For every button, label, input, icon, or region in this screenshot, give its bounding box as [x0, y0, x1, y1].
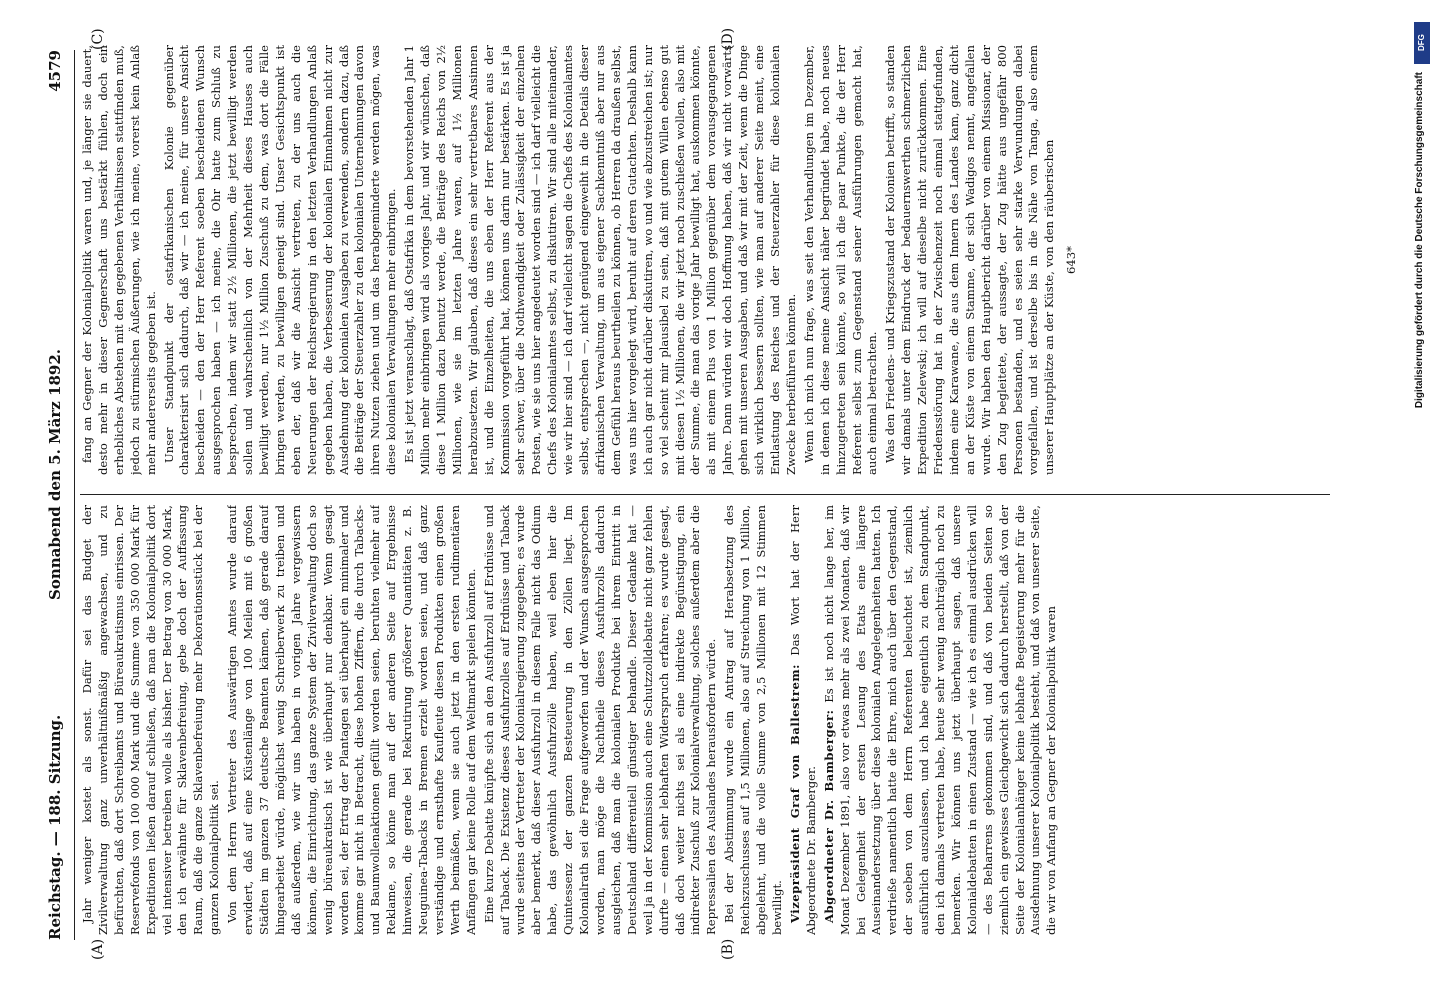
footnote: 643* [1064, 246, 1079, 274]
page-header [40, 50, 70, 940]
marker-d: (D) [720, 27, 736, 50]
paragraph: Jahr weniger kostet als sonst. Dafür sei das Budget der Zivilverwaltung ganz unverhältnißmäßig angewachsen, und zu befürchten, daß dort Schreibamts und Büreaukratismus einrissen. Der Reservefonds von 100 000 Mark und die Summe von 350 000 Mark für Expeditionen ließen darauf schließen, daß man die Kolonialpolitik dort viel intensiver betreiben wolle als bisher. Der Betrag von 30 000 Mark, den ich erwähnte für Sklavenbefreiung, gebe doch der Auffassung Raum, daß die ganze Sklavenbefreiung mehr Dekorationsstück bei der ganzen Kolonialpolitik sei. [80, 505, 222, 935]
president-label: Vizepräsident Graf von Ballestrem: [787, 664, 802, 923]
paragraph: Eine kurze Debatte knüpfte sich an den Ausfuhrzoll auf Erdnüsse und auf Taback. Die Existenz dieses Ausfuhrzolles auf Erdnüsse und Taback wurde seitens der Vertreter der Kolonialregierung zugegeben; es wurde aber bemerkt, daß dieser Ausfuhrzoll in diesem Falle nicht das Odium habe, das gewöhnlich Ausfuhrzölle haben, weil eben hier die Quintessenz der ganzen Besteuerung in den Zöllen liegt. Im Kolonialrath sei die Frage aufgeworfen und der Wunsch ausgesprochen worden, man möge die Nachtheile dieses Ausfuhrzolls dadurch ausgleichen, daß man die kolonialen Produkte bei ihrem Eintritt in Deutschland differentiell günstiger behandle. Dieser Gedanke hat — weil ja in der Kommission auch eine Schutzzolldebatte nicht ganz fehlen durfte — einen sehr lebhaften Widerspruch erfahren; es wurde gesagt, daß doch weiter nichts sei als eine indirekte Begünstigung, ein indirekter Zuschuß zur Kolonialverwaltung, solches außerdem aber die Repressalien des Auslandes herausfordern würde. [481, 505, 719, 935]
header-date: Sonnabend den 5. März 1892. [46, 349, 64, 600]
paragraph: Was den Friedens- und Kriegszustand der Kolonien betrifft, so standen wir damals unter dem Eindruck der bedauernswerthen schmerzlichen Expedition Zelewski; ich will auf dieselbe nicht zurückkommen. Eine Friedensstörung hat in der Zwischenzeit noch einmal stattgefunden, indem eine Karawane, die aus dem Innern des Landes kam, ganz dicht an der Küste von einem Stamme, der sich Wadigos nennt, angefallen wurde. Wir haben den Hauptbericht darüber von einem Missionar, der den Zug begleitete, der aussagte, der Zug hätte aus ungefähr 800 Personen bestanden, und es seien sehr starke Verwundungen dabei vorgefallen, und ist derselbe bis in die Nähe von Tanga, also einem unserer Hauptplätze an der Küste, von den räuberischen [883, 45, 1057, 475]
marker-a: (A) [90, 938, 106, 960]
paragraph: Von dem Herrn Vertreter des Auswärtigen Amtes wurde darauf erwidert, daß auf eine Küstenlänge von 100 Meilen mit 6 großen Städten im ganzen 37 deutsche Beamten kämen, daß gerade darauf hingearbeitet würde, möglichst wenig Schreiberwerk zu treiben und daß außerdem, wie wir uns haben in vorigen Jahre vergewissern können, die Einrichtung, das ganze System der Zivilverwaltung doch so wenig büreaukratisch ist wie überhaupt nur denkbar. Wenn gesagt worden sei, der Ertrag der Plantagen sei überhaupt ein minimaler und komme gar nicht in Betracht, diese hohen Ziffern, die durch Tabacks- und Baumwollenaktionen gefüllt worden seien, beruhten vielmehr auf Reklame, so könne man auf der anderen Seite auf Ergebnisse hinweisen, die gerade bei Rekrutirung größerer Quantitäten z. B. Neuguinea-Tabacks in Bremen erzielt worden seien, und daß ganz verständige und ernsthafte Kaufleute diesen Produkten einen großen Werth beimäßen, wenn sie auch jetzt in den ersten rudimentären Anfängen gar keine Rolle auf dem Weltmarkt spielen könnten. [225, 505, 478, 935]
paragraph: fang an Gegner der Kolonialpolitik waren und, je länger sie dauert, desto mehr in dieser Gegnerschaft uns bestärkt fühlen, doch ein erhebliches Abstehen mit den gegebenen Verhältnissen stattfinden muß, jedoch zu stürmischen Äußerungen, wie ich meine, vorerst kein Anlaß mehr andererseits gegeben ist. [80, 45, 158, 475]
speaker-text: Es ist noch nicht lange her, im Monat Dezember 1891, also vor etwas mehr als zwei Monaten, daß wir bei Gelegenheit der ersten Lesung des Etats eine längere Auseinandersetzung über diese kolonialen Angelegenheiten hatten. Ich verdrieße namentlich hatte die Ehre, mich auch über den Gegenstand, der soeben von dem Herrn Referenten beleuchtet ist, ziemlich ausführlich auszulassen, und ich habe eigentlich zu dem Standpunkt, den ich damals vertreten habe, heute sehr wenig nachträglich noch zu bemerken. Wir können uns jetzt überhaupt sagen, daß unsere Kolonialdebatten in einen Zustand — wie ich es einmal ausdrücken will — des Beharrens gekommen sind, und daß von beiden Seiten so ziemlich ein gewisses Gleichgewicht sich dadurch herstellt, daß von der Seite der Kolonialanhänger keine lebhafte Begeisterung mehr für die Ausdehnung unserer Kolonialpolitik besteht, und daß von unserer Seite, die wir von Anfang an Gegner der Kolonialpolitik waren [821, 505, 1059, 935]
dfg-logo: DFG [1414, 22, 1430, 64]
digitization-sidebar [1414, 10, 1430, 1000]
right-column [80, 45, 1340, 475]
header-left: Reichstag. — 188. Sitzung. [46, 714, 64, 940]
paragraph: Wenn ich mich nun frage, was seit den Verhandlungen im Dezember, in denen ich diese meine Ansicht näher begründet habe, noch neues hinzugetreten sein könnte, so will ich die paar Punkte, die der Herr Referent selbst zum Gegenstand seiner Ausführungen gemacht hat, auch einmal betrachten. [801, 45, 880, 475]
president-paragraph [788, 505, 820, 935]
paragraph: Unser Standpunkt der ostafrikanischen Kolonie gegenüber charakterisirt sich dadurch, daß wir — ich meine, für unsere Ansicht bescheiden — den der Herr Referent soeben bescheidenen Wunsch ausgesprochen haben — ich meine, die Ohr hatte zum Schluß zu besprechen, indem wir statt 2½ Millionen, die jetzt bewilligt werden sollen und wahrscheinlich von der Mehrheit dieses Hauses auch bewilligt werden, nur 1½ Million Zuschuß zu dem, was dort die Fälle bringen werden, zu bewilligen geneigt sind. Unser Gesichtspunkt ist eben der, daß wir die Ansicht vertreten, zu der uns auch die Neuerungen der Reichsregierung in den letzten Verhandlungen Anlaß gegeben haben, die Verbesserung der kolonialen Einnahmen nicht zur Ausdehnung der kolonialen Ausgaben zu verwenden, sondern dazu, daß die Beiträge der Steuerzahler zu den kolonialen Unternehmungen davon ihren Nutzen ziehen und um das herabgeminderte werden mögen, was diese kolonialen Verwaltungen mehr einbringen. [161, 45, 399, 475]
president-text: Das Wort hat der Herr Abgeordnete Dr. Bamberger. [787, 505, 818, 935]
marker-c: (C) [90, 28, 106, 50]
speaker-paragraph [822, 505, 1061, 935]
page-number: 4579 [46, 50, 64, 92]
left-column [80, 505, 1340, 935]
header-rule [74, 50, 75, 940]
speaker-label: Abgeordneter Dr. Bamberger: [821, 709, 836, 923]
marker-b: (B) [720, 938, 736, 960]
digitization-note: Digitalisierung gefördert durch die Deutsche Forschungsgemeinschaft [1414, 72, 1425, 409]
paragraph: Es ist jetzt veranschlagt, daß Ostafrika in dem bevorstehenden Jahr 1 Million mehr einbringen wird als voriges Jahr, und wir wünschen, daß diese 1 Million dazu benutzt werde, die Beiträge des Reichs von 2½ Millionen, wie sie im letzten Jahre waren, auf 1½ Millionen herabzusetzen. Wir glauben, daß dieses ein sehr vertretbares Ansinnen ist, und die Einzelheiten, die uns eben der Herr Referent aus der Kommission vorgeführt hat, können uns darin nur bestärken. Es ist ja sehr schwer, über die Nothwendigkeit oder Zulässigkeit der einzelnen Posten, wie sie uns hier angedeutet worden sind — ich darf vielleicht die Chefs des Kolonialamtes selbst, zu diskutiren. Wir sind alle miteinander, wie wir hier sind — ich darf vielleicht sagen die Chefs des Kolonialamtes selbst, entsprechen —, nicht genügend eingeweiht in die Details dieser afrikanischen Verwaltung, um aus eigener Sachkenntniß aber nur aus dem Gefühl heraus beurtheilen zu können, ob Herren da draußen selbst, was uns hier vorgelegt wird, beruht auf deren Gutachten. Deshalb kann ich auch gar nicht darüber diskutiren, wo und wie abzustreichen ist; nur so viel scheint mir plausibel zu sein, daß mit gutem Willen ebenso gut mit diesen 1½ Millionen, die wir jetzt noch zuschießen wollen, also mit der Summe, die man das vorige Jahr bewilligt hat, auskommen könnte, als mit einem Plus von 1 Million gegenüber dem vorausgegangenen Jahre. Dann würden wir doch Hoffnung haben, daß wir nicht vorwärts gehen mit unseren Ausgaben, und daß wir mit der Zeit, wenn die Dinge sich wirklich bessern sollten, wie man auf anderer Seite meint, eine Entlastung des Reiches und der Steuerzahler für diese kolonialen Zwecke herbeiführen könnten. [402, 45, 798, 475]
column-divider [80, 494, 1330, 495]
paragraph: Bei der Abstimmung wurde ein Antrag auf Herabsetzung des Reichszuschusses auf 1,5 Millionen, also auf Streichung von 1 Million, abgelehnt, und die volle Summe von 2,5 Millionen mit 12 Stimmen bewilligt. [722, 505, 784, 935]
